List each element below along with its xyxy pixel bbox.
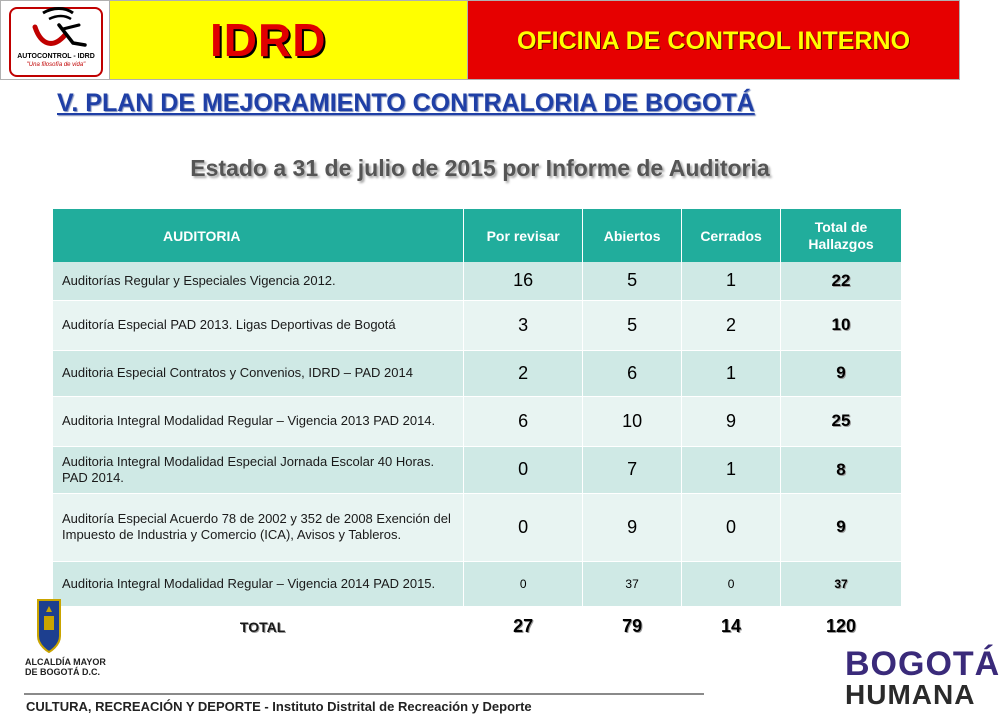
abiertos-value: 6 — [583, 350, 682, 396]
table-row — [53, 262, 902, 300]
table-row — [53, 561, 902, 606]
bogota-humana-logo — [845, 645, 1000, 716]
bogota-humana-line2: HUMANA — [845, 679, 976, 710]
total-value: 9 — [781, 493, 902, 561]
cerrados-value: 0 — [682, 493, 781, 561]
total-value: 22 — [781, 262, 902, 300]
bogota-humana-line1: BOGOTÁ — [845, 645, 1000, 683]
footer-institution: CULTURA, RECREACIÓN Y DEPORTE - Instituto Distrital de Recreación y Deporte — [26, 699, 532, 714]
col-header-total-hallazgos: Total de Hallazgos — [781, 209, 902, 262]
cerrados-value: 9 — [682, 396, 781, 446]
audit-label: Auditoria Integral Modalidad Especial Jornada Escolar 40 Horas. PAD 2014. — [53, 446, 464, 493]
col-header-por-revisar: Por revisar — [464, 209, 583, 262]
col-header-cerrados: Cerrados — [682, 209, 781, 262]
alcaldia-line2: DE BOGOTÁ D.C. — [25, 667, 101, 677]
brand-panel — [110, 0, 467, 80]
total-value: 10 — [781, 300, 902, 350]
por-revisar-value: 2 — [464, 350, 583, 396]
footer-divider — [24, 693, 704, 695]
abiertos-value: 10 — [583, 396, 682, 446]
audit-label: Auditoria Integral Modalidad Regular – Vigencia 2013 PAD 2014. — [53, 396, 464, 446]
cerrados-value: 1 — [682, 262, 781, 300]
cerrados-value: 1 — [682, 350, 781, 396]
abiertos-value: 9 — [583, 493, 682, 561]
total-abiertos: 79 — [583, 606, 682, 647]
audit-table — [53, 209, 902, 648]
bogota-crest-icon — [34, 596, 64, 654]
col-header-auditoria: AUDITORIA — [53, 209, 464, 262]
total-value: 8 — [781, 446, 902, 493]
table-row — [53, 396, 902, 446]
office-panel — [467, 0, 960, 80]
audit-label: Auditoria Especial Contratos y Convenios, IDRD – PAD 2014 — [53, 350, 464, 396]
abiertos-value: 5 — [583, 300, 682, 350]
brand-title: IDRD — [210, 14, 327, 66]
total-label: TOTAL — [53, 606, 464, 647]
section-title: V. PLAN DE MEJORAMIENTO CONTRALORIA DE BOGOTÁ — [57, 89, 755, 117]
total-hallazgos: 120 — [781, 606, 902, 647]
cerrados-value: 1 — [682, 446, 781, 493]
table-row — [53, 300, 902, 350]
runner-logo-icon — [13, 5, 99, 55]
total-value: 25 — [781, 396, 902, 446]
por-revisar-value: 3 — [464, 300, 583, 350]
por-revisar-value: 0 — [464, 561, 583, 606]
table-header-row — [53, 209, 902, 262]
por-revisar-value: 16 — [464, 262, 583, 300]
cerrados-value: 0 — [682, 561, 781, 606]
total-value: 9 — [781, 350, 902, 396]
por-revisar-value: 0 — [464, 493, 583, 561]
total-cerrados: 14 — [682, 606, 781, 647]
total-por-revisar: 27 — [464, 606, 583, 647]
audit-label: Auditoria Integral Modalidad Regular – Vigencia 2014 PAD 2015. — [53, 561, 464, 606]
autocontrol-logo — [0, 0, 110, 80]
por-revisar-value: 0 — [464, 446, 583, 493]
abiertos-value: 5 — [583, 262, 682, 300]
alcaldia-label — [25, 657, 106, 677]
cerrados-value: 2 — [682, 300, 781, 350]
report-subtitle: Estado a 31 de julio de 2015 por Informe de Auditoria — [190, 155, 770, 181]
table-row — [53, 493, 902, 561]
logo-tagline: "Una filosofía de vida" — [26, 62, 86, 68]
table-row — [53, 446, 902, 493]
abiertos-value: 37 — [583, 561, 682, 606]
table-total-row — [53, 606, 902, 647]
col-header-abiertos: Abiertos — [583, 209, 682, 262]
por-revisar-value: 6 — [464, 396, 583, 446]
office-title: OFICINA DE CONTROL INTERNO — [516, 27, 911, 55]
logo-caption: AUTOCONTROL - IDRD — [17, 53, 95, 60]
alcaldia-line1: ALCALDÍA MAYOR — [25, 657, 106, 667]
audit-label: Auditoría Especial Acuerdo 78 de 2002 y 352 de 2008 Exención del Impuesto de Industria y Comercio (ICA), Avisos y Tableros. — [53, 493, 464, 561]
total-value: 37 — [781, 561, 902, 606]
audit-label: Auditoría Especial PAD 2013. Ligas Deportivas de Bogotá — [53, 300, 464, 350]
abiertos-value: 7 — [583, 446, 682, 493]
table-row — [53, 350, 902, 396]
audit-label: Auditorías Regular y Especiales Vigencia 2012. — [53, 262, 464, 300]
